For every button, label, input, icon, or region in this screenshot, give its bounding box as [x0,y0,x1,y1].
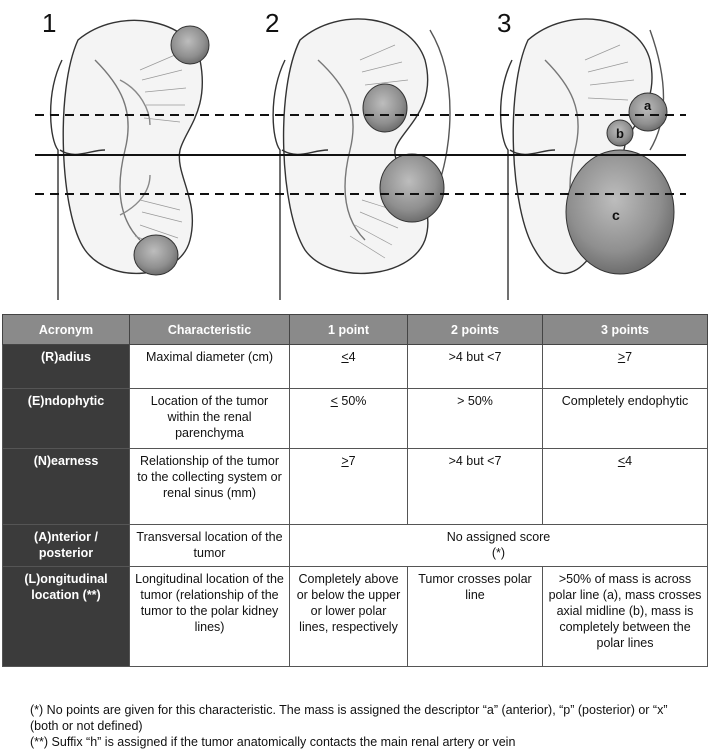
acronym-longitudinal: (L)ongitudinal location (**) [3,567,130,667]
cell-characteristic: Maximal diameter (cm) [130,345,290,389]
cell-1-point: Completely above or below the upper or lower polar lines, respectively [290,567,408,667]
tumor-1-lower [134,235,178,275]
cell-3-points [543,345,708,389]
tumor-2-upper [363,84,407,132]
renal-score-table [2,314,708,667]
cell-3-points: Completely endophytic [543,389,708,449]
cell-2-points: >4 but <7 [408,345,543,389]
value-text: 7 [625,350,633,364]
kidney-illustration [0,0,709,300]
value-text: 4 [625,454,633,468]
lte-symbol: < [341,350,349,364]
table-row [3,567,708,667]
table-row [3,449,708,525]
panel-label-3: 3 [497,8,512,38]
table-header-row [3,315,708,345]
cell-characteristic: Transversal location of the tumor [130,525,290,567]
header-characteristic: Characteristic [130,315,290,345]
cell-2-points: > 50% [408,389,543,449]
cell-3-points [543,449,708,525]
kidney-1 [51,20,203,300]
footnote-ref: (*) [491,546,506,560]
acronym-anterior-posterior: (A)nterior / posterior [3,525,130,567]
header-2-points: 2 points [408,315,543,345]
cell-characteristic: Location of the tumor within the renal parenchyma [130,389,290,449]
label-b: b [616,126,624,141]
label-c: c [612,207,620,223]
label-a: a [644,98,652,113]
cell-2-points: Tumor crosses polar line [408,567,543,667]
cell-1-point [290,449,408,525]
table-row [3,389,708,449]
header-acronym: Acronym [3,315,130,345]
value-text: 4 [348,350,356,364]
header-1-point: 1 point [290,315,408,345]
kidney-figure [0,0,709,300]
tumor-3c [566,150,674,274]
footnote-1: (*) No points are given for this characteristic. The mass is assigned the descriptor “a” (anterior), “p” (posterior) or “x” (both or not defined) [30,703,668,733]
tumor-1-upper [171,26,209,64]
tumor-2-lower [380,154,444,222]
panel-label-2: 2 [265,8,280,38]
value-text: 7 [348,454,356,468]
acronym-radius: (R)adius [3,345,130,389]
cell-1-point [290,345,408,389]
value-text: 50% [337,394,367,408]
cell-characteristic: Relationship of the tumor to the collecting system or renal sinus (mm) [130,449,290,525]
no-score-text: No assigned score [446,530,551,544]
cell-characteristic: Longitudinal location of the tumor (relationship of the tumor to the polar kidney lines) [130,567,290,667]
lte-symbol: < [330,394,338,408]
cell-3-points: >50% of mass is across polar line (a), mass crosses axial midline (b), mass is completely between the polar lines [543,567,708,667]
panel-label-1: 1 [42,8,57,38]
cell-2-points: >4 but <7 [408,449,543,525]
acronym-endophytic: (E)ndophytic [3,389,130,449]
cell-merged-score [290,525,708,567]
lte-symbol: < [617,454,626,468]
gte-symbol: > [617,350,626,364]
gte-symbol: > [341,454,349,468]
header-3-points: 3 points [543,315,708,345]
footnote-2: (**) Suffix “h” is assigned if the tumor anatomically contacts the main renal artery or vein [30,735,516,749]
acronym-nearness: (N)earness [3,449,130,525]
table-row [3,345,708,389]
cell-1-point [290,389,408,449]
table-row [3,525,708,567]
